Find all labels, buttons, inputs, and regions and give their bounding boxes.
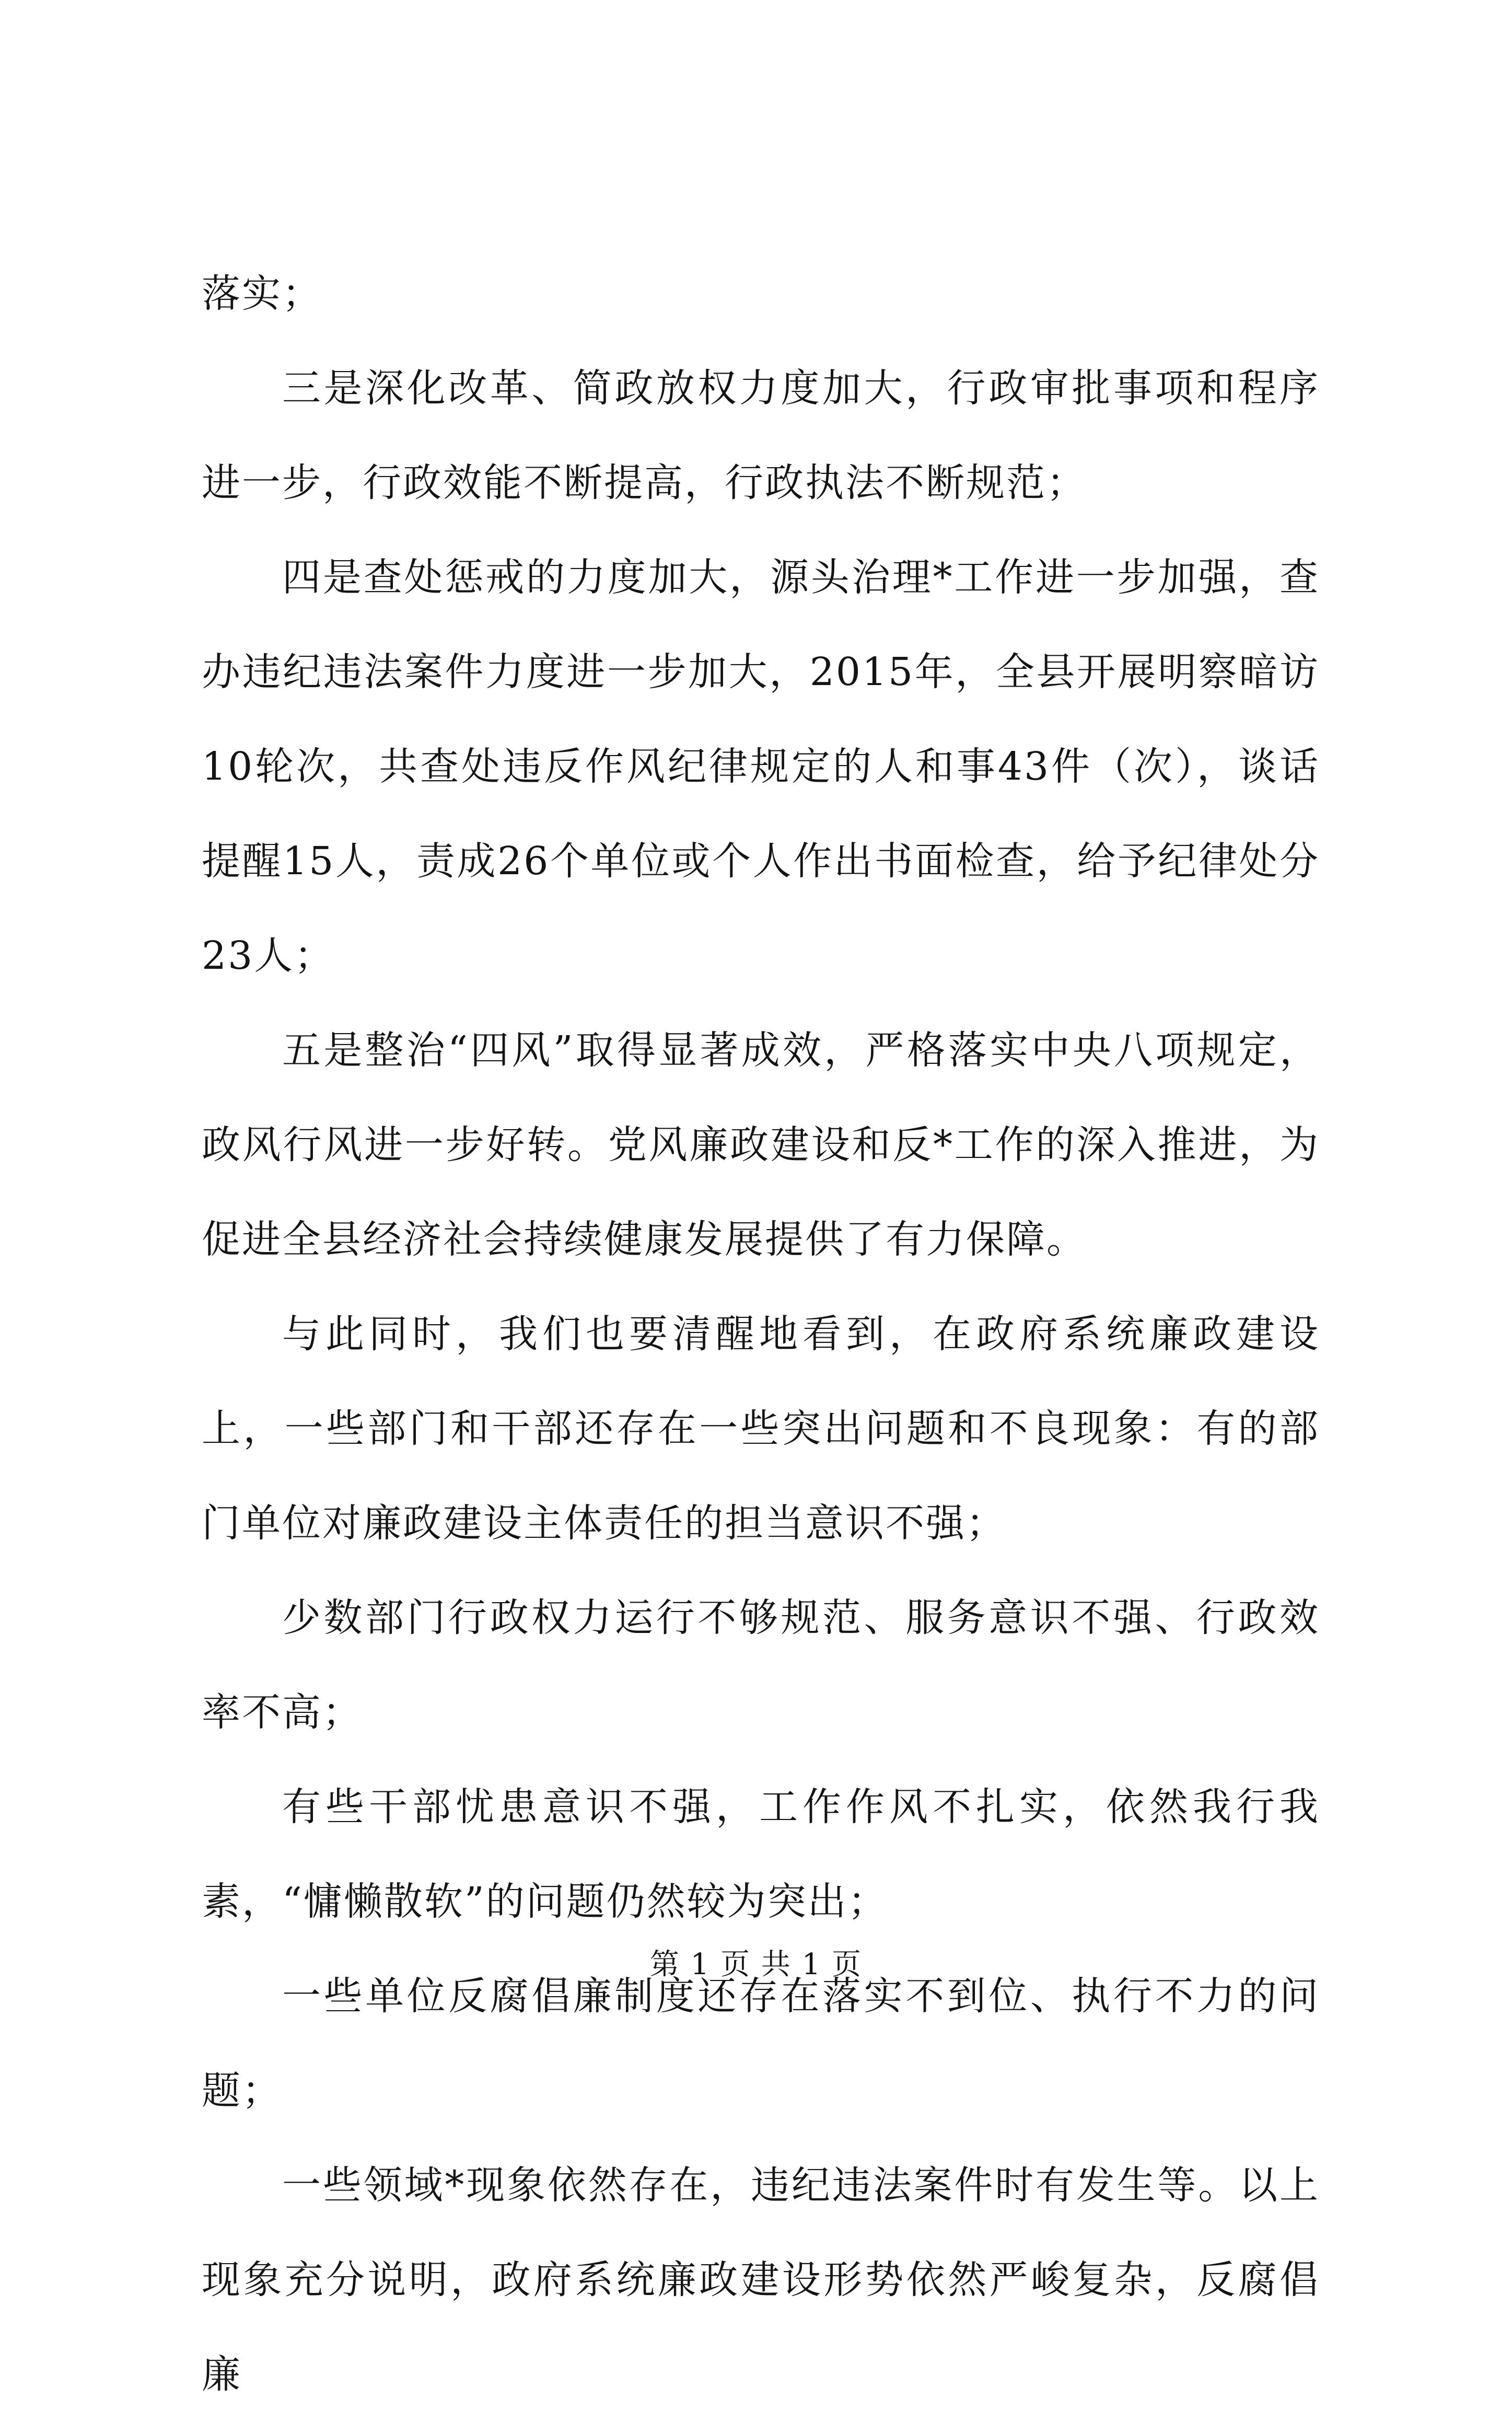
paragraph-7: 有些干部忧患意识不强，工作作风不扎实，依然我行我素，“慵懒散软”的问题仍然较为突出； — [202, 1784, 1320, 1924]
paragraph-4: 五是整治“四风”取得显著成效，严格落实中央八项规定，政风行风进一步好转。党风廉政建设和反*工作的深入推进，为促进全县经济社会持续健康发展提供了有力保障。 — [202, 1028, 1320, 1262]
paragraph-5: 与此同时，我们也要清醒地看到，在政府系统廉政建设上，一些部门和干部还存在一些突出问题和不良现象：有的部门单位对廉政建设主体责任的担当意识不强； — [202, 1312, 1320, 1546]
paragraph-2: 三是深化改革、简政放权力度加大，行政审批事项和程序进一步，行政效能不断提高，行政执法不断规范； — [202, 366, 1320, 505]
paragraph-3: 四是查处惩戒的力度加大，源头治理*工作进一步加强，查办违纪违法案件力度进一步加大，2015年，全县开展明察暗访10轮次，共查处违反作风纪律规定的人和事43件（次），谈话提醒15人，责成26个单位或个人作出书面检查，给予纪律处分23人； — [202, 555, 1320, 978]
document-body — [202, 247, 1320, 2422]
paragraph-9: 一些领域*现象依然存在，违纪违法案件时有发生等。以上现象充分说明，政府系统廉政建设形势依然严峻复杂，反腐倡廉 — [202, 2163, 1320, 2397]
page-footer: 第 1 页 共 1 页 — [649, 1948, 863, 1981]
paragraph-6: 少数部门行政权力运行不够规范、服务意识不强、行政效率不高； — [202, 1595, 1320, 1735]
paragraph-1: 落实； — [202, 271, 322, 316]
paragraph-8: 一些单位反腐倡廉制度还存在落实不到位、执行不力的问题； — [202, 1974, 1320, 2113]
